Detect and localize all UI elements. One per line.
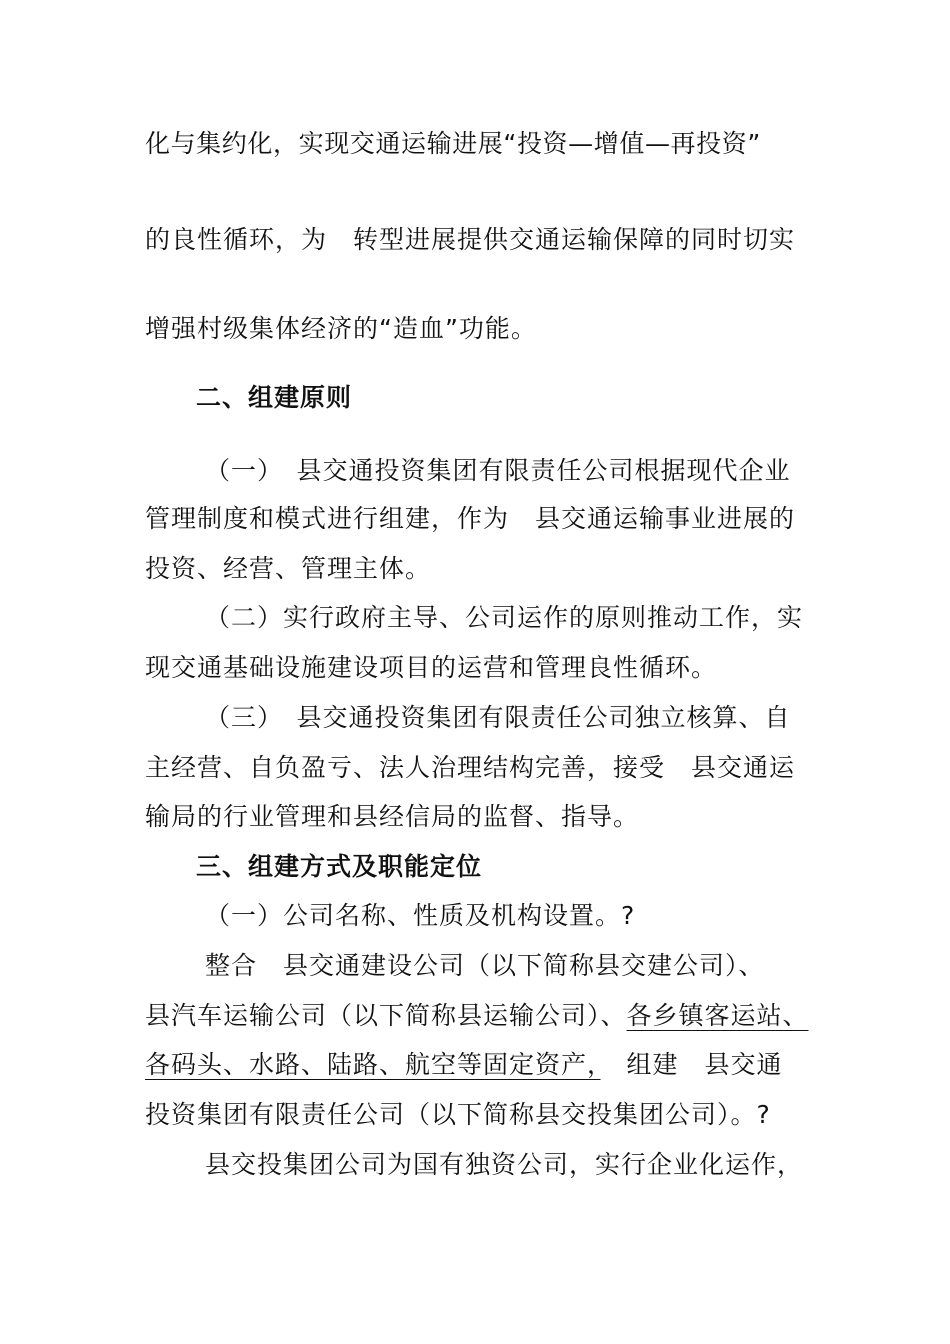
intro-line-1: 化与集约化，实现交通运输进展“投资—增值—再投资” <box>145 129 761 158</box>
section2-item3-line3: 输局的行业管理和县经信局的监督、指导。 <box>145 802 640 831</box>
section2-item1-line3: 投资、经营、管理主体。 <box>145 554 432 583</box>
section2-item3-line1: （三） 县交通投资集团有限责任公司独立核算、自 <box>205 703 791 732</box>
section2-item3-line2: 主经营、自负盈亏、法人治理结构完善，接受 县交通运 <box>145 753 796 782</box>
section3-subheading: （一）公司名称、性质及机构设置。? <box>205 901 636 930</box>
section2-item1-line2: 管理制度和模式进行组建，作为 县交通运输事业进展的 <box>145 504 796 533</box>
intro-line-2: 的良性循环，为 转型进展提供交通运输保障的同时切实 <box>145 225 796 254</box>
section2-item2-line2: 现交通基础设施建设项目的运营和管理良性循环。 <box>145 653 718 682</box>
section3-heading: 三、组建方式及职能定位 <box>196 852 483 881</box>
section2-item2-line1: （二）实行政府主导、公司运作的原则推动工作，实 <box>205 603 804 632</box>
line2-plain-text: 县汽车运输公司（以下简称县运输公司）、 <box>145 1001 627 1030</box>
intro-line-3: 增强村级集体经济的“造血”功能。 <box>145 314 537 343</box>
section3-para1-line4: 投资集团有限责任公司（以下简称县交投集团公司）。? <box>145 1100 771 1129</box>
section3-para2-line1: 县交投集团公司为国有独资公司，实行企业化运作， <box>205 1150 804 1179</box>
section3-para1-line3 <box>145 1049 783 1081</box>
line3-plain-text: 组建 县交通 <box>600 1050 783 1079</box>
section3-para1-line2 <box>145 1000 809 1032</box>
section2-heading: 二、组建原则 <box>196 383 353 412</box>
underlined-text: 各乡镇客运站、 <box>626 1001 809 1030</box>
section3-para1-line1: 整合 县交通建设公司（以下简称县交建公司）、 <box>205 951 765 980</box>
section2-item1-line1: （一） 县交通投资集团有限责任公司根据现代企业 <box>205 456 791 485</box>
underlined-text: 各码头、水路、陆路、航空等固定资产， <box>145 1050 601 1079</box>
